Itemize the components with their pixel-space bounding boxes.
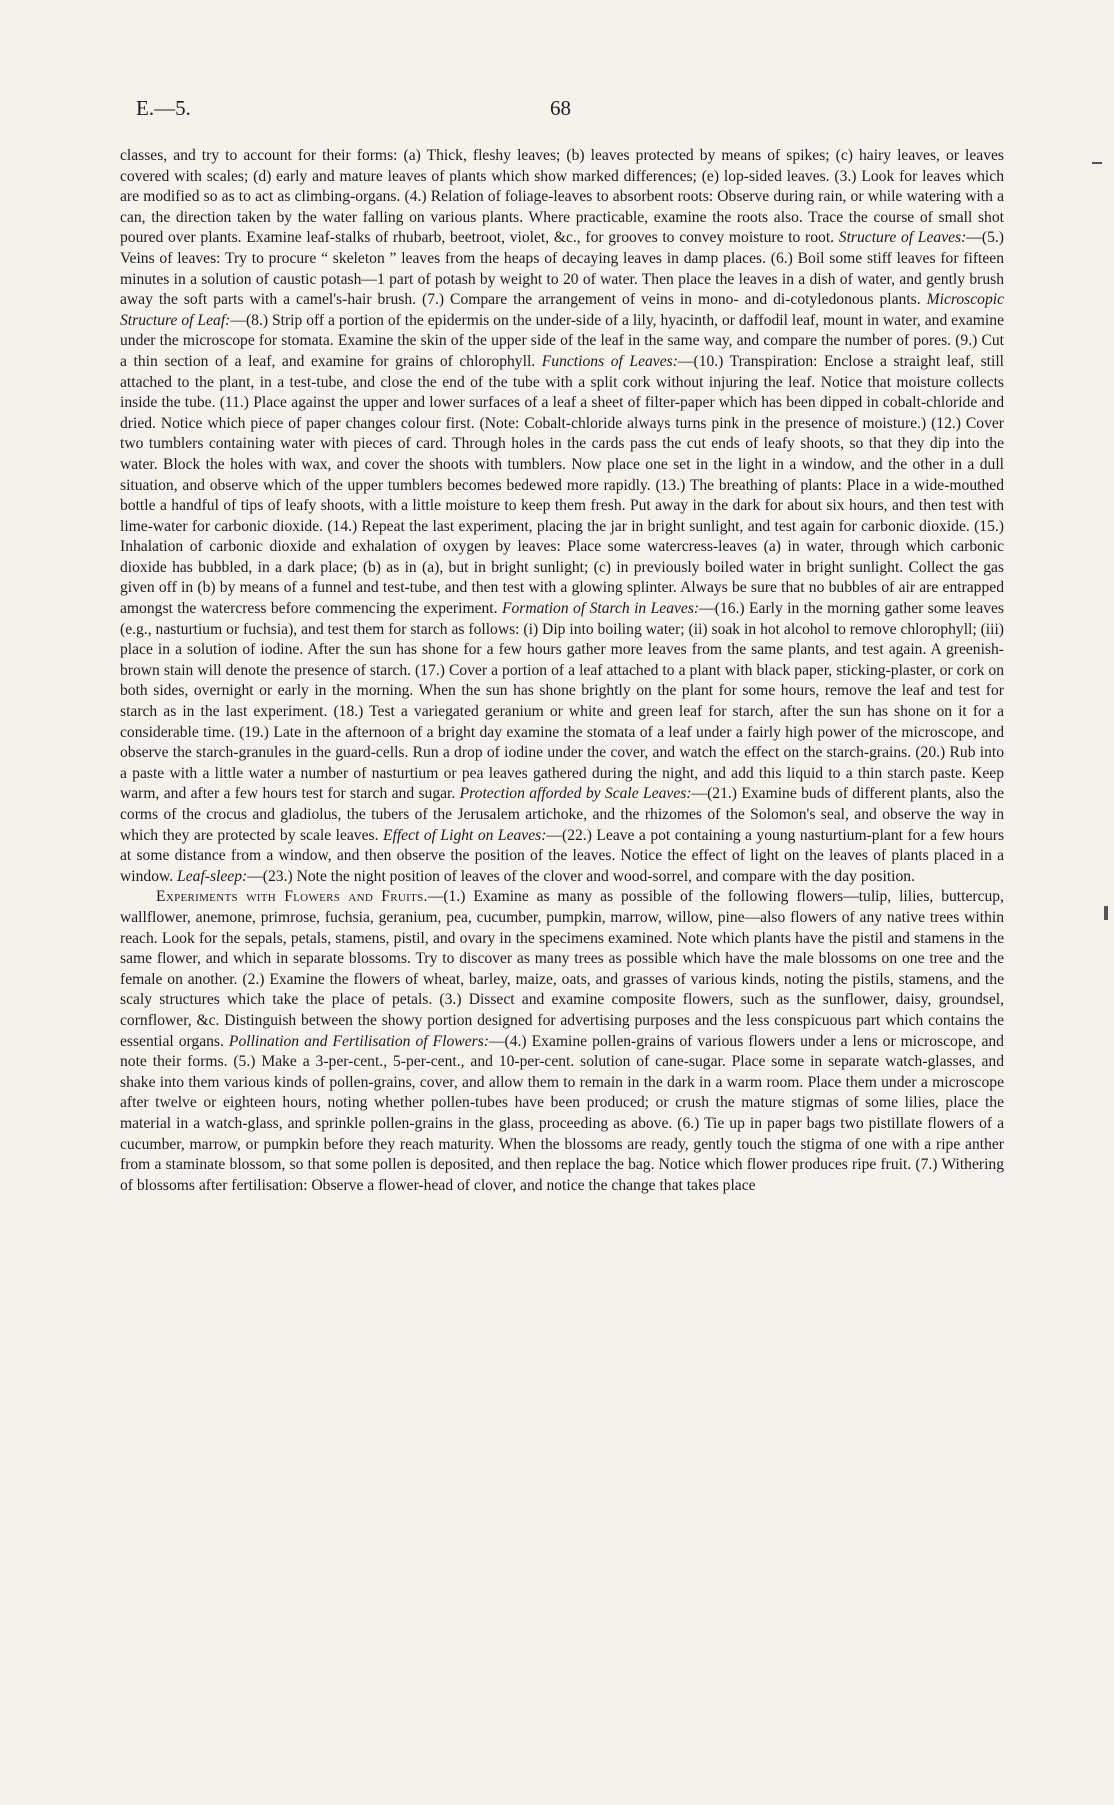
section-heading-structure-of-leaves: Structure of Leaves:	[838, 229, 967, 247]
text-run: —(21.) Examine buds of different plants, also the corms of the crocus and gladiolus, the tubers of the Jerusalem artichoke, and the rhizomes of the Solomon's seal, and observe the way in which they are protected by scale leaves.	[120, 785, 1004, 844]
text-run: —(23.) Note the night position of leaves of the clover and wood-sorrel, and compare with the day position.	[247, 867, 915, 885]
page-header	[136, 96, 1006, 126]
page-body	[120, 146, 1004, 1196]
text-run: —(16.) Early in the morning gather some leaves (e.g., nasturtium or fuchsia), and test them for starch as follows: (i) Dip into boiling water; (ii) soak in hot alcohol to remove chlorophyll; (iii) place in a solution of iodine. After the sun has shone for a few hours gather more leaves from the same plants, and test again. A greenish-brown stain will denote the presence of starch. (17.) Cover a portion of a leaf attached to a plant with black paper, sticking-plaster, or cork on both sides, overnight or early in the morning. When the sun has shone brightly on the plant for some hours, remove the leaf and test for starch as in the last experiment. (18.) Test a variegated geranium or white and green leaf for starch, after the sun has shone on it for a considerable time. (19.) Late in the afternoon of a bright day examine the stomata of a leaf under a fairly high power of the microscope, and observe the starch-granules in the guard-cells. Run a drop of iodine under the cover, and watch the effect on the starch-grains. (20.) Rub into a paste with a little water a number of nasturtium or pea leaves gathered during the night, and add this liquid to a thin starch paste. Keep warm, and after a few hours test for starch and sugar.	[120, 600, 1004, 803]
page-number: 68	[550, 96, 571, 120]
text-run: —(8.) Strip off a portion of the epidermis on the under-side of a lily, hyacinth, or daffodil leaf, mount in water, and examine under the microscope for stomata. Examine the skin of the upper side of the leaf in the same way, and compare the number of pores. (9.) Cut a thin section of a leaf, and examine for grains of chlorophyll.	[120, 311, 1004, 370]
section-heading-microscopic-structure: Microscopic Structure of Leaf:	[120, 291, 1004, 329]
section-heading-formation-of-starch: Formation of Starch in Leaves:	[501, 600, 700, 618]
text-run: classes, and try to account for their forms: (a) Thick, fleshy leaves; (b) leaves protected by means of spikes; (c) hairy leaves, or leaves covered with scales; (d) early and mature leaves of plants which show marked differences; (e) lop-sided leaves. (3.) Look for leaves which are modified so as to act as climbing-organs. (4.) Relation of foliage-leaves to absorbent roots: Observe during rain, or while watering with a can, the direction taken by the water falling on various plants. Where practicable, examine the roots also. Trace the course of small shot poured over plants. Examine leaf-stalks of rhubarb, beetroot, violet, &c., for grooves to convey moisture to root.	[120, 147, 1004, 247]
section-heading-effect-of-light: Effect of Light on Leaves:	[382, 826, 547, 844]
text-run: —(5.) Veins of leaves: Try to procure “ skeleton ” leaves from the heaps of decaying leaves in damp places. (6.) Boil some stiff leaves for fifteen minutes in a solution of caustic potash—1 part of potash by weight to 20 of water. Then place the leaves in a dish of water, and gently brush away the soft parts with a camel's-hair brush. (7.) Compare the arrangement of veins in mono- and di-cotyledonous plants.	[120, 229, 1004, 309]
margin-mark	[1104, 906, 1108, 920]
text-run: —(10.) Transpiration: Enclose a straight leaf, still attached to the plant, in a test-tube, and close the end of the tube with a split cork without injuring the leaf. Notice that moisture collects inside the tube. (11.) Place against the upper and lower surfaces of a leaf a sheet of filter-paper which has been dipped in cobalt-chloride and dried. Notice which piece of paper changes colour first. (Note: Cobalt-chloride always turns pink in the presence of moisture.) (12.) Cover two tumblers containing water with pieces of card. Through holes in the cards pass the cut ends of leafy shoots, so that they dip into the water. Block the holes with wax, and cover the shoots with tumblers. Now place one set in the light in a window, and the other in a dull situation, and observe which of the upper tumblers becomes bedewed more rapidly. (13.) The breathing of plants: Place in a wide-mouthed bottle a handful of tips of leafy shoots, with a little moisture to keep them fresh. Put away in the dark for about six hours, and then test with lime-water for carbonic dioxide. (14.) Repeat the last experiment, placing the jar in bright sunlight, and test again for carbonic dioxide. (15.) Inhalation of carbonic dioxide and exhalation of oxygen by leaves: Place some watercress-leaves (a) in water, through which carbonic dioxide has bubbled, in a dark place; (b) as in (a), but in bright sunlight; (c) in previously boiled water in bright sunlight. Collect the gas given off in (b) by means of a funnel and test-tube, and then test with a glowing splinter. Always be sure that no bubbles of air are entrapped amongst the watercress before commencing the experiment.	[120, 352, 1005, 618]
paragraph-flowers-and-fruits	[120, 887, 1004, 1196]
document-reference: E.—5.	[136, 96, 191, 120]
text-run: —(22.) Leave a pot containing a young nasturtium-plant for a few hours at some distance from a window, and then observe the position of the leaves. Notice the effect of light on the leaves of plants placed in a window.	[120, 826, 1005, 885]
section-heading-flowers-and-fruits: Experiments with Flowers and Fruits.	[156, 888, 428, 906]
text-run: —(4.) Examine pollen-grains of various flowers under a lens or microscope, and note their forms. (5.) Make a 3-per-cent., 5-per-cent., and 10-per-cent. solution of cane-sugar. Place some in separate watch-glasses, and shake into them various kinds of pollen-grains, cover, and allow them to remain in the dark in a warm room. Place them under a microscope after twelve or eighteen hours, noting whether pollen-tubes have been produced; or crush the mature stigmas of some lilies, place the material in a watch-glass, and sprinkle pollen-grains in the glass, proceeding as above. (6.) Tie up in paper bags two pistillate flowers of a cucumber, marrow, or pumpkin before they reach maturity. When the blossoms are ready, gently touch the stigma of one with a ripe anther from a staminate blossom, so that some pollen is deposited, and then replace the bag. Notice which flower produces ripe fruit. (7.) Withering of blossoms after fertilisation: Observe a flower-head of clover, and notice the change that takes place	[120, 1032, 1004, 1194]
section-heading-pollination: Pollination and Fertilisation of Flowers:	[228, 1032, 489, 1050]
section-heading-leaf-sleep: Leaf-sleep:	[177, 867, 248, 885]
margin-mark	[1092, 162, 1102, 164]
paragraph-leaves	[120, 146, 1004, 887]
section-heading-scale-leaves: Protection afforded by Scale Leaves:	[459, 785, 692, 803]
section-heading-functions-of-leaves: Functions of Leaves:	[541, 352, 678, 370]
text-run: —(1.) Examine as many as possible of the following flowers—tulip, lilies, buttercup, wallflower, anemone, primrose, fuchsia, geranium, pea, cucumber, pumpkin, marrow, willow, pine—also flowers of any native trees within reach. Look for the sepals, petals, stamens, pistil, and ovary in the specimens examined. Note which plants have the pistil and stamens in the same flower, and which in separate blossoms. Try to discover as many trees as possible which have the male blossoms on one tree and the female on another. (2.) Examine the flowers of wheat, barley, maize, oats, and grasses of various kinds, noting the pistils, stamens, and the scaly structures which take the place of petals. (3.) Dissect and examine composite flowers, such as the sunflower, daisy, groundsel, cornflower, &c. Distinguish between the showy portion designed for advertising purposes and the less conspicuous part which contains the essential organs.	[120, 888, 1004, 1050]
